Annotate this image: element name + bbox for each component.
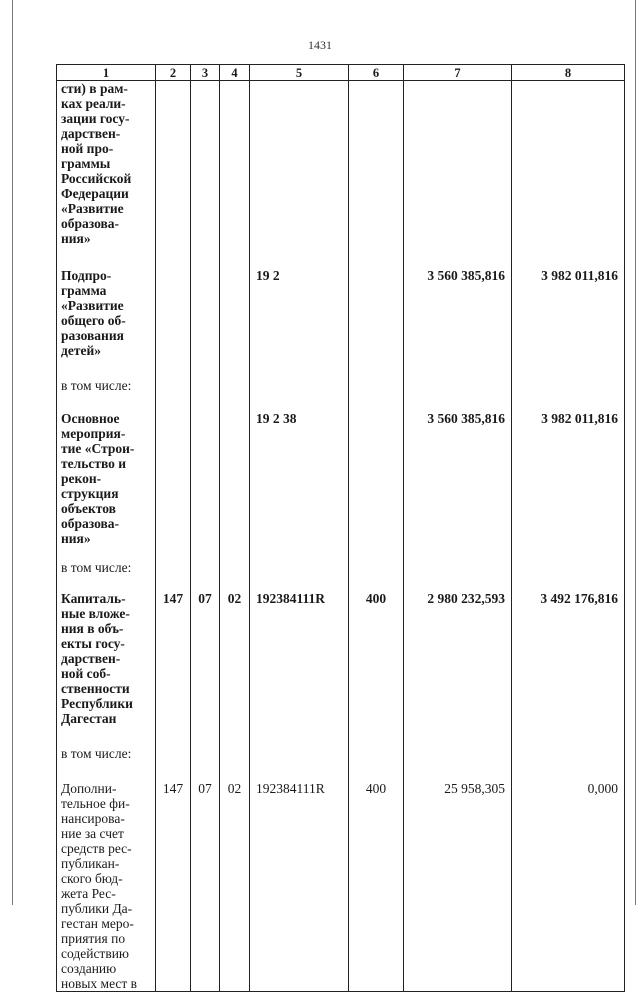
row-name-line: ные вложе- — [61, 606, 130, 621]
row-name-cell — [57, 81, 156, 261]
column-header: 7 — [404, 65, 512, 81]
row-name-line: тельство и — [61, 456, 127, 471]
section-code-cell — [191, 560, 220, 587]
row-name-cell — [57, 378, 156, 407]
ministry-code-cell: 147 — [156, 587, 191, 746]
expense-type-cell: 400 — [349, 587, 404, 746]
amount-year-1-cell: 3 560 385,816 — [404, 407, 512, 560]
row-name-line: общего об- — [61, 313, 126, 328]
amount-year-2-cell — [512, 746, 625, 775]
amount-year-2-cell: 3 982 011,816 — [512, 407, 625, 560]
row-name-line: разования — [61, 328, 124, 343]
section-code-cell — [191, 378, 220, 407]
amount-year-2-cell: 0,000 — [512, 775, 625, 992]
amount-year-1-cell: 3 560 385,816 — [404, 260, 512, 378]
amount-year-1-cell — [404, 560, 512, 587]
section-code-cell: 07 — [191, 587, 220, 746]
page-number: 1431 — [308, 38, 332, 52]
table-row — [57, 775, 625, 992]
ministry-code-cell — [156, 746, 191, 775]
amount-year-2-cell — [512, 378, 625, 407]
row-name-line: рекон- — [61, 471, 102, 486]
row-name-line: созданию — [61, 961, 117, 976]
budget-table — [56, 64, 625, 992]
row-name-line: средств рес- — [61, 841, 132, 856]
row-name-line: новых мест в — [61, 976, 138, 991]
section-code-cell — [191, 746, 220, 775]
expense-type-cell — [349, 260, 404, 378]
table-row — [57, 587, 625, 746]
amount-year-1-cell — [404, 746, 512, 775]
amount-year-1-cell — [404, 81, 512, 261]
row-name-line: образова- — [61, 516, 120, 531]
table-row — [57, 81, 625, 261]
row-name-line: Республики — [61, 696, 133, 711]
row-name-line: Российской — [61, 171, 132, 186]
column-header: 6 — [349, 65, 404, 81]
row-name-line: объектов — [61, 501, 116, 516]
expense-type-cell — [349, 746, 404, 775]
subsection-code-cell — [220, 81, 250, 261]
row-name-line: струкция — [61, 486, 119, 501]
target-article-cell — [250, 746, 349, 775]
column-header: 4 — [220, 65, 250, 81]
section-code-cell — [191, 407, 220, 560]
column-header: 2 — [156, 65, 191, 81]
row-name-line: екты госу- — [61, 636, 125, 651]
row-name-line: Федерации — [61, 186, 129, 201]
row-name-line: ского бюд- — [61, 871, 123, 886]
expense-type-cell — [349, 81, 404, 261]
row-name-line: дарствен- — [61, 651, 121, 666]
row-name-line: ной соб- — [61, 666, 111, 681]
section-code-cell: 07 — [191, 775, 220, 992]
target-article-cell — [250, 560, 349, 587]
row-name-line: публики Да- — [61, 901, 133, 916]
row-name-line: тельное фи- — [61, 796, 130, 811]
row-name-line: Дополни- — [61, 781, 117, 796]
subsection-code-cell — [220, 260, 250, 378]
row-name-line: ние за счет — [61, 826, 124, 841]
page-frame-left-edge — [12, 0, 13, 905]
table-row — [57, 378, 625, 407]
row-name-line: ния в объ- — [61, 621, 124, 636]
target-article-cell — [250, 378, 349, 407]
row-name-line: ния» — [61, 531, 91, 546]
table-row — [57, 560, 625, 587]
row-name-line: публикан- — [61, 856, 120, 871]
ministry-code-cell — [156, 560, 191, 587]
table-row — [57, 260, 625, 378]
table-row — [57, 407, 625, 560]
amount-year-1-cell: 2 980 232,593 — [404, 587, 512, 746]
subsection-code-cell — [220, 560, 250, 587]
expense-type-cell — [349, 407, 404, 560]
amount-year-2-cell: 3 492 176,816 — [512, 587, 625, 746]
ministry-code-cell — [156, 81, 191, 261]
row-name-line: ках реали- — [61, 96, 126, 111]
row-name-line: зации госу- — [61, 111, 130, 126]
table-body — [57, 81, 625, 992]
row-name-cell — [57, 775, 156, 992]
row-name-line: Подпро- — [61, 268, 112, 283]
ministry-code-cell — [156, 407, 191, 560]
subsection-code-cell: 02 — [220, 587, 250, 746]
subsection-code-cell — [220, 378, 250, 407]
target-article-cell: 19 2 — [250, 260, 349, 378]
amount-year-1-cell — [404, 378, 512, 407]
row-name-line: «Развитие — [61, 201, 124, 216]
section-code-cell — [191, 81, 220, 261]
row-name-line: грамма — [61, 283, 107, 298]
row-name-line: тие «Строи- — [61, 441, 135, 456]
target-article-cell — [250, 81, 349, 261]
table-row — [57, 746, 625, 775]
row-name-line: в том числе: — [61, 746, 132, 761]
target-article-cell: 192384111R — [250, 587, 349, 746]
column-header: 8 — [512, 65, 625, 81]
subsection-code-cell: 02 — [220, 775, 250, 992]
row-name-line: мероприя- — [61, 426, 126, 441]
row-name-line: приятия по — [61, 931, 126, 946]
row-name-line: нансирова- — [61, 811, 125, 826]
row-name-line: дарствен- — [61, 126, 121, 141]
row-name-line: граммы — [61, 156, 111, 171]
row-name-line: ния» — [61, 231, 91, 246]
column-number-header-row — [57, 65, 625, 81]
row-name-line: ственности — [61, 681, 130, 696]
expense-type-cell: 400 — [349, 775, 404, 992]
row-name-line: Основное — [61, 411, 120, 426]
ministry-code-cell — [156, 260, 191, 378]
amount-year-1-cell: 25 958,305 — [404, 775, 512, 992]
row-name-line: содействию — [61, 946, 130, 961]
subsection-code-cell — [220, 407, 250, 560]
row-name-cell — [57, 407, 156, 560]
column-header: 5 — [250, 65, 349, 81]
subsection-code-cell — [220, 746, 250, 775]
ministry-code-cell — [156, 378, 191, 407]
amount-year-2-cell: 3 982 011,816 — [512, 260, 625, 378]
ministry-code-cell: 147 — [156, 775, 191, 992]
expense-type-cell — [349, 560, 404, 587]
row-name-line: образова- — [61, 216, 120, 231]
row-name-line: ной про- — [61, 141, 114, 156]
row-name-cell — [57, 260, 156, 378]
target-article-cell: 19 2 38 — [250, 407, 349, 560]
expense-type-cell — [349, 378, 404, 407]
column-header: 1 — [57, 65, 156, 81]
row-name-cell — [57, 560, 156, 587]
row-name-cell — [57, 746, 156, 775]
row-name-line: Дагестан — [61, 711, 117, 726]
page-frame-right-edge — [635, 0, 636, 905]
row-name-line: жета Рес- — [61, 886, 116, 901]
row-name-cell — [57, 587, 156, 746]
row-name-line: в том числе: — [61, 560, 132, 575]
row-name-line: гестан меро- — [61, 916, 134, 931]
row-name-line: сти) в рам- — [61, 81, 128, 96]
column-header: 3 — [191, 65, 220, 81]
amount-year-2-cell — [512, 81, 625, 261]
amount-year-2-cell — [512, 560, 625, 587]
section-code-cell — [191, 260, 220, 378]
row-name-line: в том числе: — [61, 378, 132, 393]
row-name-line: «Развитие — [61, 298, 124, 313]
target-article-cell: 192384111R — [250, 775, 349, 992]
row-name-line: детей» — [61, 343, 101, 358]
row-name-line: Капиталь- — [61, 591, 126, 606]
